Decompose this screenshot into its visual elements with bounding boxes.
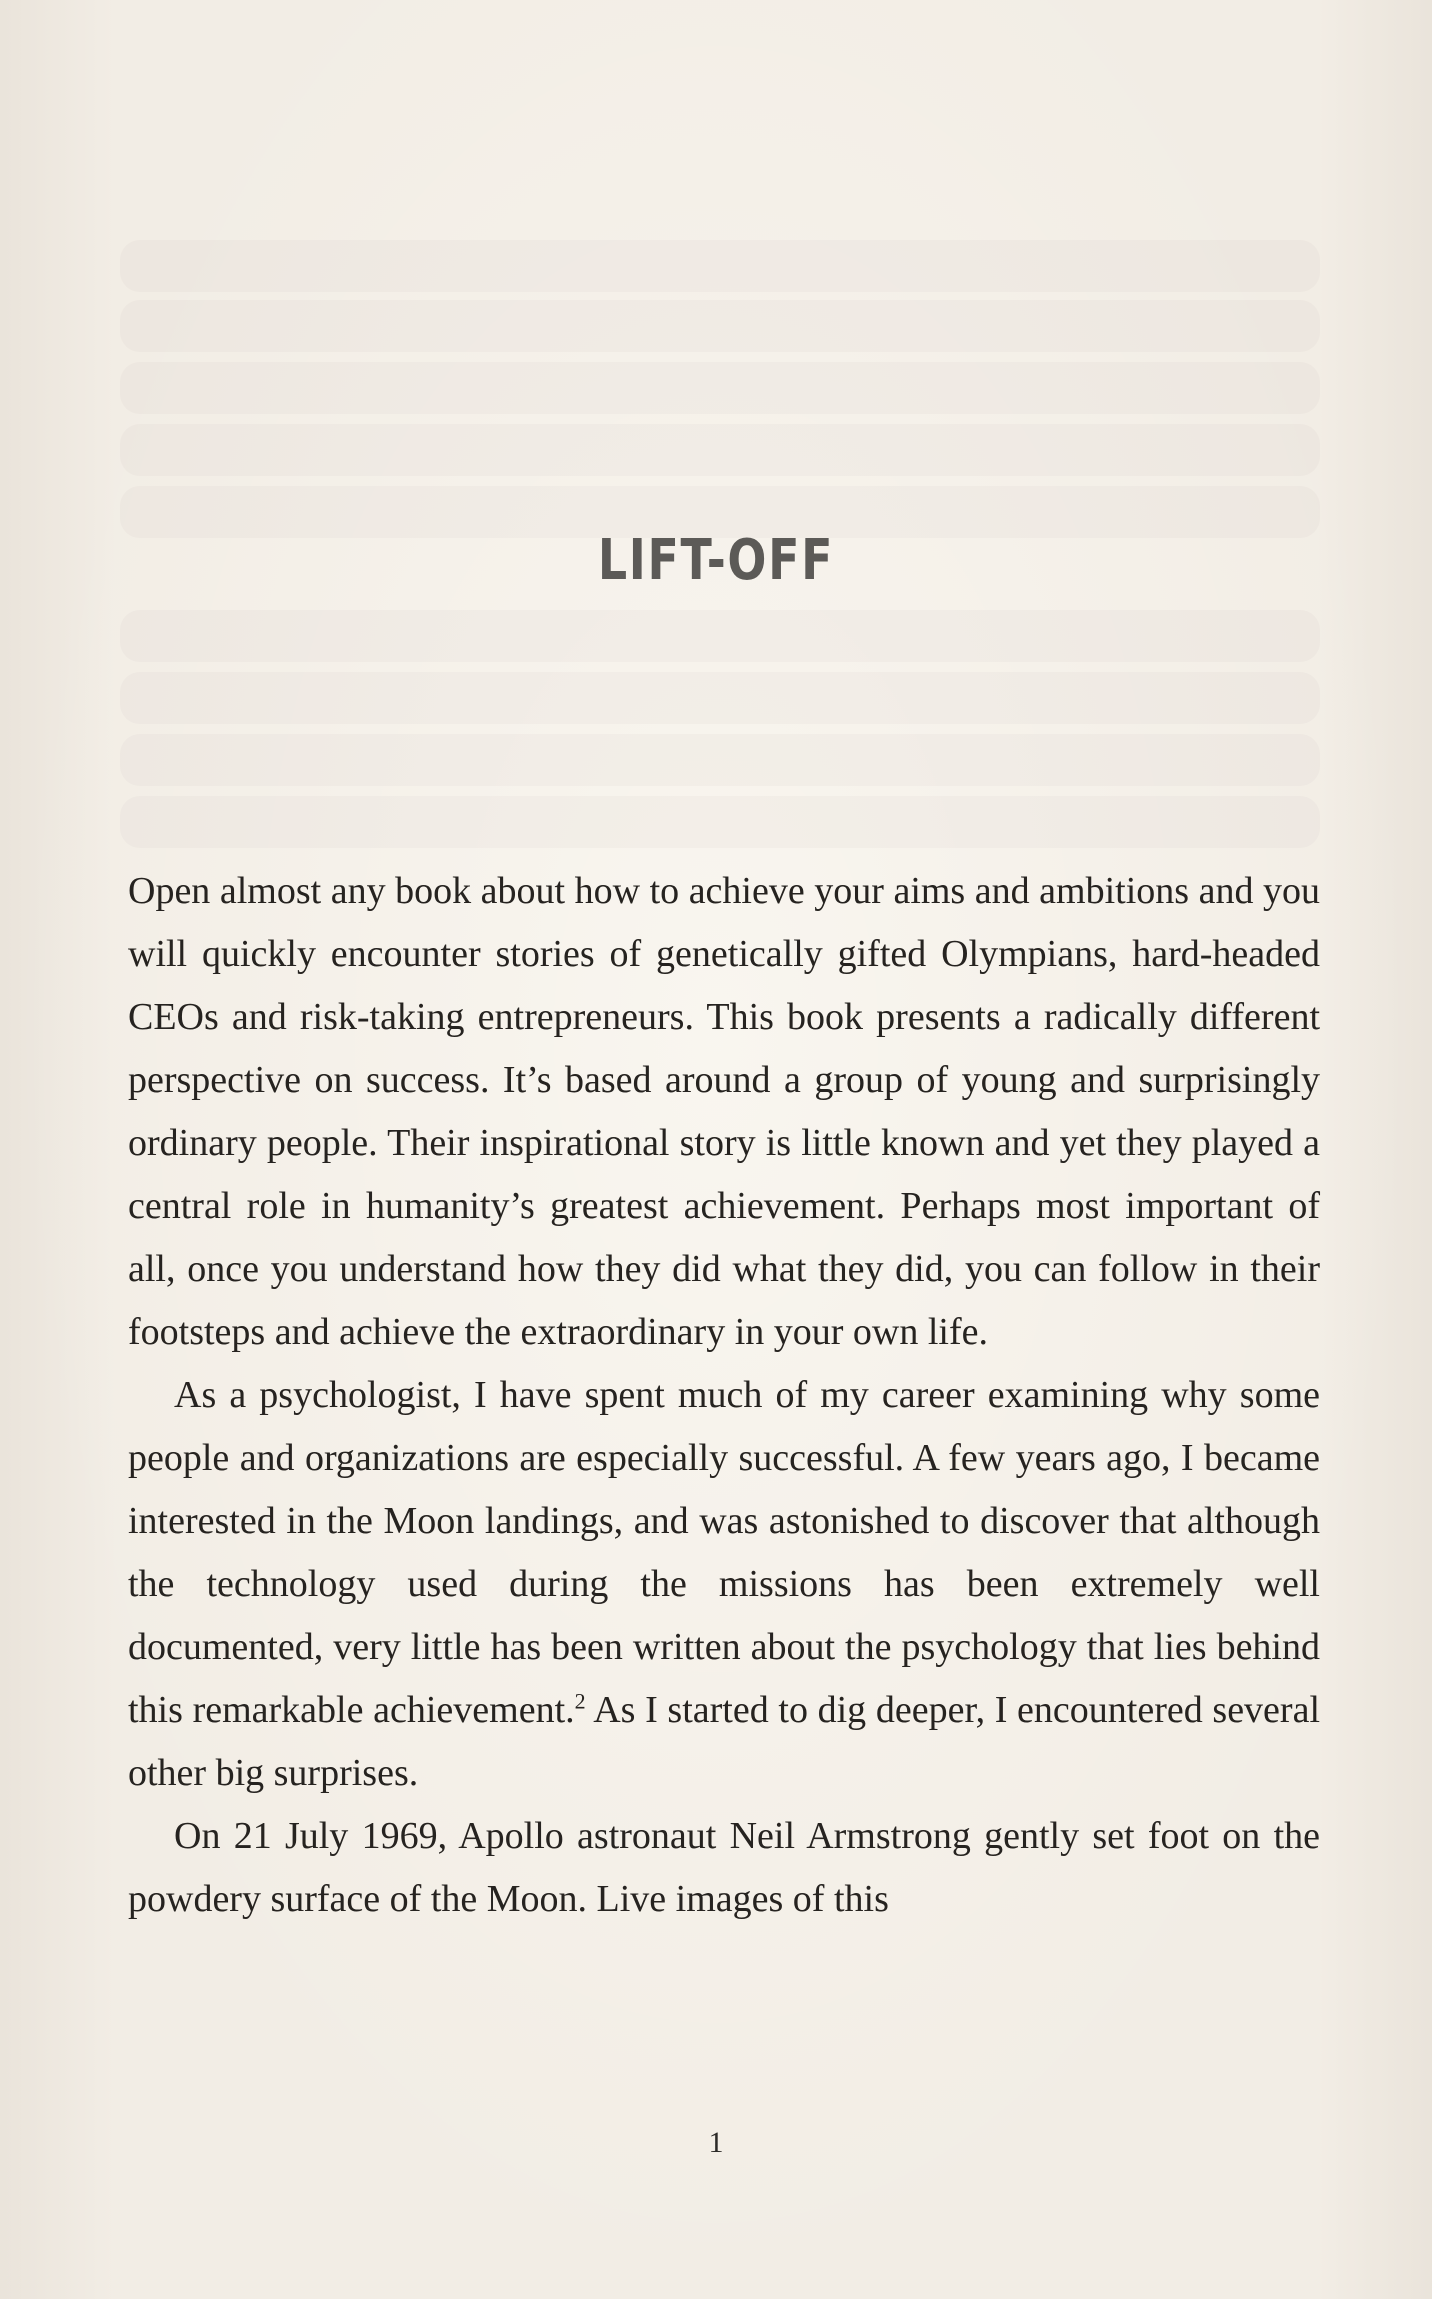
show-through-line [120, 734, 1320, 786]
paragraph-2 [128, 1364, 1320, 1805]
paragraph-1: Open almost any book about how to achieve your aims and ambitions and you will quickly encounter stories of genetically gifted Olympians, hard-headed CEOs and risk-taking entrepreneurs. This book presents a radically different perspective on success. It’s based around a group of young and surprisingly ordinary people. Their inspirational story is little known and yet they played a central role in humanity’s greatest achievement. Perhaps most important of all, once you understand how they did what they did, you can follow in their footsteps and achieve the extraordinary in your own life. [128, 870, 1320, 1353]
show-through-line [120, 240, 1320, 292]
show-through-line [120, 300, 1320, 352]
body-text [128, 860, 1320, 1931]
footnote-marker: 2 [574, 1688, 586, 1714]
paragraph-3: On 21 July 1969, Apollo astronaut Neil Armstrong gently set foot on the powdery surface of the Moon. Live images of this [128, 1815, 1320, 1920]
show-through-line [120, 610, 1320, 662]
paragraph-2-text: As a psychologist, I have spent much of my career examining why some people and organizations are especially successful. A few years ago, I became interested in the Moon landings, and was astonished to discover that although the technology used during the missions has been extremely well documented, very little has been written about the psychology that lies behind this remarkable achievement. [128, 1374, 1320, 1731]
show-through-line [120, 672, 1320, 724]
show-through-line [120, 424, 1320, 476]
page-number: 1 [708, 2126, 724, 2159]
chapter-title: LIFT-OFF [597, 528, 835, 593]
paragraph-2-text-continued: As I started to dig deeper, I encountered several other big surprises. [128, 1689, 1321, 1794]
show-through-line [120, 796, 1320, 848]
show-through-line [120, 362, 1320, 414]
